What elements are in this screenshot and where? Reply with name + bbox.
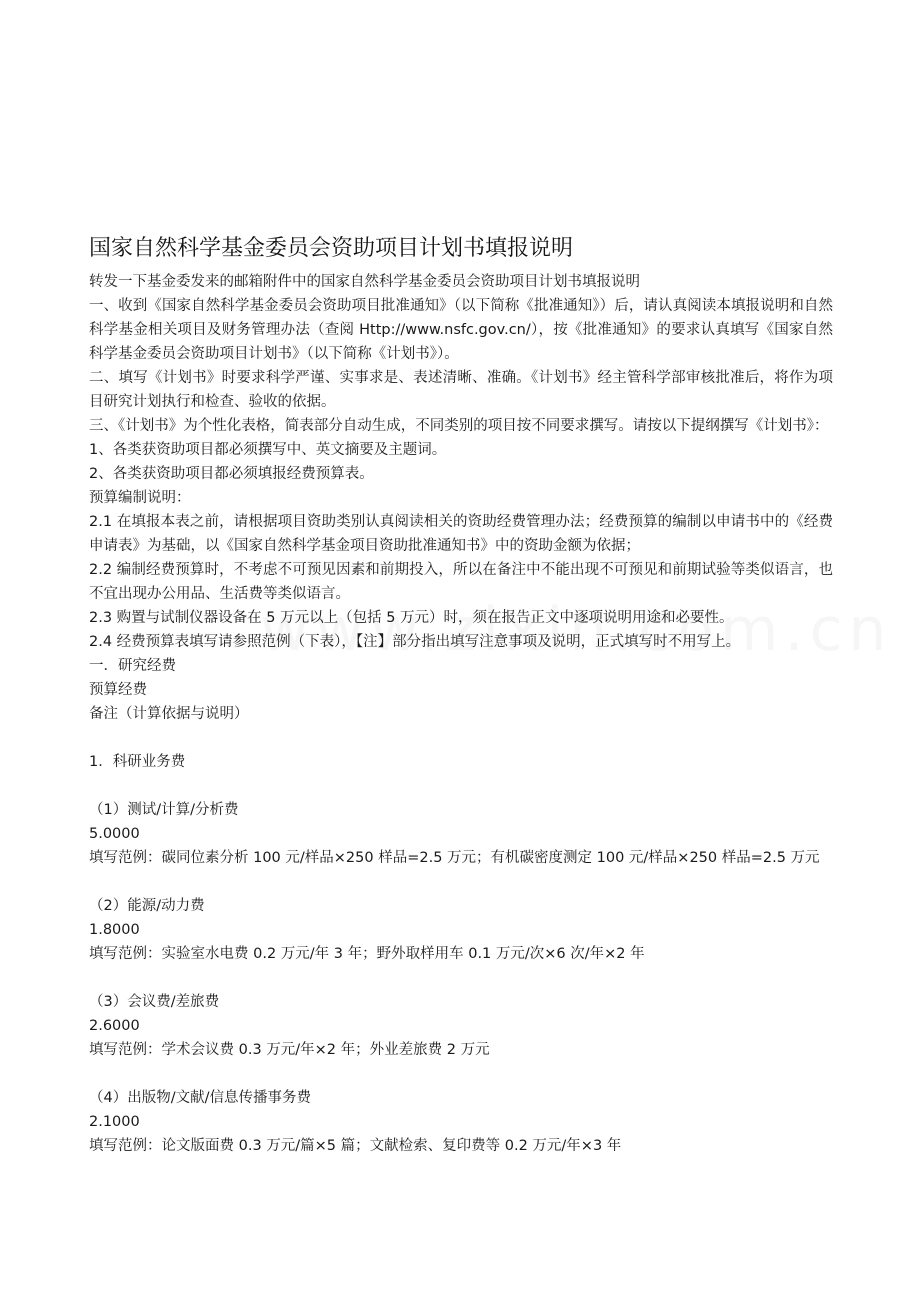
expense-item-example: 填写范例：碳同位素分析 100 元/样品×250 样品=2.5 万元；有机碳密度测定 100 元/样品×250 样品=2.5 万元: [89, 850, 820, 866]
column-note: 备注（计算依据与说明）: [89, 706, 249, 722]
paragraph-2: 二、填写《计划书》时要求科学严谨、实事求是、表述清晰、准确。《计划书》经主管科学部审核批准后，将作为项目研究计划执行和检查、验收的依据。: [89, 370, 833, 410]
note-2-4: 2.4 经费预算表填写请参照范例（下表），【注】部分指出填写注意事项及说明，正式填写时不用写上。: [89, 634, 741, 650]
list-item-2: 2、各类获资助项目都必须填报经费预算表。: [89, 466, 374, 482]
document-page: [89, 232, 833, 1158]
expense-item-example: 填写范例：学术会议费 0.3 万元/年×2 年；外业差旅费 2 万元: [89, 1042, 490, 1058]
paragraph-1: 一、收到《国家自然科学基金委员会资助项目批准通知》（以下简称《批准通知》）后，请认真阅读本填报说明和自然科学基金相关项目及财务管理办法（查阅 Http://www.nsfc.gov.cn/），按《批准通知》的要求认真填写《国家自然科学基金委员会资助项目计划书》（以下简称《计划书》）。: [89, 298, 833, 362]
expense-item-example: 填写范例：实验室水电费 0.2 万元/年 3 年；野外取样用车 0.1 万元/次×6 次/年×2 年: [89, 946, 645, 962]
spacer: [89, 774, 833, 798]
expense-item-label: （1）测试/计算/分析费: [89, 802, 239, 818]
expense-item-amount: 1.8000: [89, 922, 140, 938]
intro-line: 转发一下基金委发来的邮箱附件中的国家自然科学基金委员会资助项目计划书填报说明: [89, 274, 640, 290]
note-2-1: 2.1 在填报本表之前，请根据项目资助类别认真阅读相关的资助经费管理办法；经费预算的编制以申请书中的《经费申请表》为基础，以《国家自然科学基金项目资助批准通知书》中的资助金额为依据；: [89, 514, 833, 554]
list-item-1: 1、各类获资助项目都必须撰写中、英文摘要及主题词。: [89, 442, 447, 458]
spacer: [89, 1062, 833, 1086]
paragraph-3: 三、《计划书》为个性化表格，简表部分自动生成，不同类别的项目按不同要求撰写。请按以下提纲撰写《计划书》：: [89, 418, 829, 434]
section-research-funds: 一．研究经费: [89, 658, 176, 674]
note-2-2: 2.2 编制经费预算时，不考虑不可预见因素和前期投入，所以在备注中不能出现不可预见和前期试验等类似语言，也不宜出现办公用品、生活费等类似语言。: [89, 562, 833, 602]
expense-item-amount: 2.6000: [89, 1018, 140, 1034]
expense-item-amount: 2.1000: [89, 1114, 140, 1130]
expense-item-label: （3）会议费/差旅费: [89, 994, 220, 1010]
document-title: 国家自然科学基金委员会资助项目计划书填报说明: [89, 236, 574, 261]
spacer: [89, 870, 833, 894]
note-2-3: 2.3 购置与试制仪器设备在 5 万元以上（包括 5 万元）时，须在报告正文中逐项说明用途和必要性。: [89, 610, 734, 626]
document-body: [89, 270, 833, 1158]
column-budget: 预算经费: [89, 682, 147, 698]
subsection-research-business: 1．科研业务费: [89, 754, 186, 770]
expense-item-label: （2）能源/动力费: [89, 898, 205, 914]
spacer: [89, 726, 833, 750]
expense-item-amount: 5.0000: [89, 826, 140, 842]
expense-item-label: （4）出版物/文献/信息传播事务费: [89, 1090, 311, 1106]
spacer: [89, 966, 833, 990]
expense-item-example: 填写范例：论文版面费 0.3 万元/篇×5 篇；文献检索、复印费等 0.2 万元/年×3 年: [89, 1138, 622, 1154]
budget-heading: 预算编制说明：: [89, 490, 191, 506]
